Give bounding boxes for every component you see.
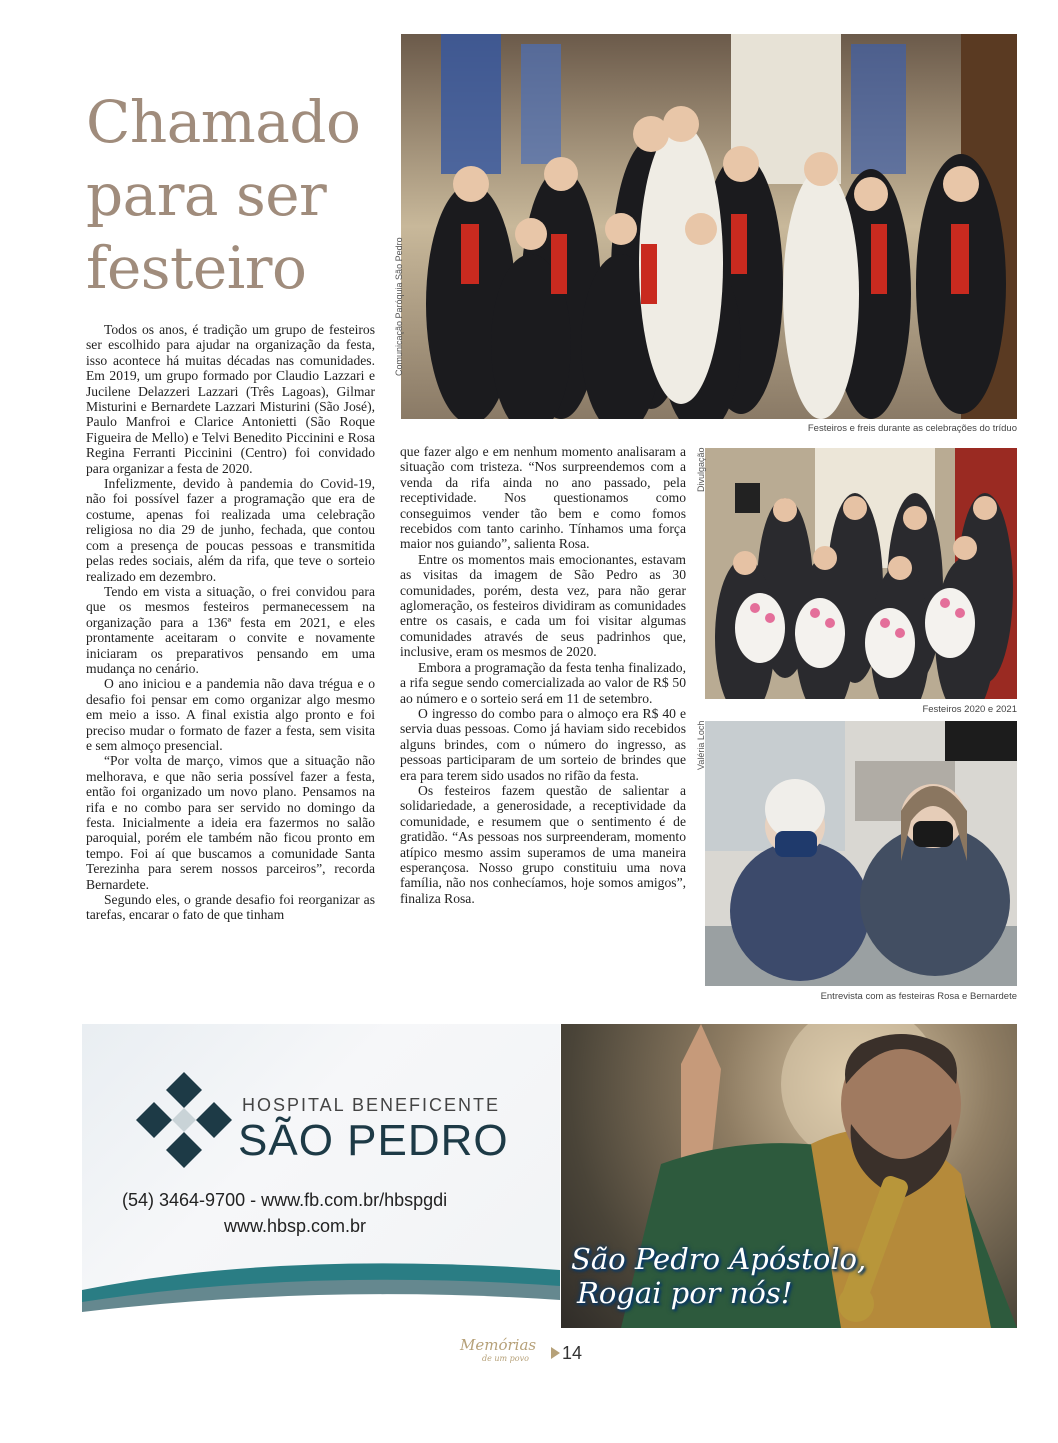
paragraph: Embora a programação da festa tenha finalizado, a rifa segue sendo comercializada ao valor de R$ 50 ao número e o sorteio será em 11 de setembro. bbox=[400, 659, 686, 706]
paragraph: Entre os momentos mais emocionantes, estavam as visitas da imagem de São Pedro as 30 comunidades, porém, desta vez, para não gerar aglomeração, os festeiros dividiram as comunidades entre os casais, e cada um foi visitar algumas comunidades através de seus padrinhos que, inclusive, eram os mesmos de 2020. bbox=[400, 551, 686, 660]
footer-brand-logo bbox=[460, 1336, 560, 1363]
third-photo bbox=[705, 721, 1017, 986]
article-column-2 bbox=[400, 444, 686, 906]
hospital-subtitle: HOSPITAL BENEFICENTE bbox=[242, 1095, 501, 1115]
photo-caption-main: Festeiros e freis durante as celebrações do tríduo bbox=[807, 423, 1017, 434]
hospital-name: SÃO PEDRO bbox=[238, 1116, 509, 1165]
photo-credit-second: Divulgação bbox=[696, 447, 706, 492]
paragraph: O ano iniciou e a pandemia não dava trégua e o desafio foi pensar em como organizar algo mesmo em meio a isso. A final existia algo pronto e foi preciso mudar o formato de fazer a festa, sem visita e sem almoço presencial. bbox=[86, 676, 375, 753]
photo-credit-third: Valéria Loch bbox=[696, 720, 706, 770]
title-line-1: Chamado bbox=[86, 88, 361, 156]
hospital-advertisement[interactable] bbox=[82, 1024, 560, 1328]
paragraph: Todos os anos, é tradição um grupo de festeiros ser escolhido para ajudar na organização da festa, isso acontece há muitas décadas nas comunidades. Em 2019, um grupo formado por Claudio Lazzari e Jucilene Delazzeri Lazzari (Três Lagoas), Gilmar Misturini e Bernardete Lazzari Misturini (São José), Paulo Manfroi e Clarice Antonietti (São Roque Figueira de Mello) e Telvi Benedito Piccinini e Rosa Regina Ferranti Piccinini (Centro) foi convidado para organizar a festa de 2020. bbox=[86, 322, 375, 476]
interview-illustration bbox=[705, 721, 1017, 986]
page-number: 14 bbox=[562, 1343, 583, 1363]
photo-caption-third: Entrevista com as festeiras Rosa e Bernardete bbox=[820, 991, 1017, 1002]
prayer-line-2: Rogai por nós! bbox=[577, 1276, 793, 1310]
decorative-wave bbox=[82, 1250, 560, 1328]
prayer-line-1: São Pedro Apóstolo, bbox=[571, 1242, 867, 1276]
hospital-website[interactable]: www.hbsp.com.br bbox=[224, 1216, 367, 1236]
hospital-contact[interactable]: (54) 3464-9700 - www.fb.com.br/hbspgdi bbox=[122, 1190, 448, 1210]
paragraph: Os festeiros fazem questão de salientar a solidariedade, a generosidade, a receptividade da comunidade, e resumem que o sentimento é de gratidão. “As pessoas nos surpreenderam, momento atípico mesmo assim superamos de uma maneira esperançosa. Nosso grupo constituiu uma nova família, não nos conhecíamos, hoje somos amigos”, finaliza Rosa. bbox=[400, 782, 686, 906]
paragraph: Tendo em vista a situação, o frei convidou para que os mesmos festeiros permanecessem na organização para a 136ª festa em 2021, e eles prontamente aceitaram o convite e novamente iniciaram os preparativos pensando em uma mudança no cenário. bbox=[86, 583, 375, 676]
article-title bbox=[86, 86, 386, 305]
title-line-3: festeiro bbox=[86, 234, 307, 302]
second-photo bbox=[705, 448, 1017, 699]
hospital-logo-icon bbox=[136, 1072, 232, 1168]
paragraph-continued: que fazer algo e em nenhum momento analisaram a situação com tristeza. “Nos surpreendemos com a venda da rifa ainda no ano passado, pela receptividade. Nos questionamos como conseguimos vender tão bem e como fomos recebidos com tanto carinho. Tínhamos uma força maior nos guiando”, salienta Rosa. bbox=[400, 444, 686, 552]
footer-brand: Memórias bbox=[460, 1336, 537, 1354]
title-line-2: para ser bbox=[86, 161, 327, 229]
group-in-church-illustration bbox=[401, 34, 1017, 419]
main-photo bbox=[401, 34, 1017, 419]
paragraph: “Por volta de março, vimos que a situação não melhorava, e que não seria possível fazer a festa, então foi organizado um novo plano. Pensamos na rifa e no combo para ser servido no domingo da festa. Inicialmente a ideia era fazermos no salão paroquial, porém ele também não ficou pronto em tempo. Foi aí que buscamos a comunidade Santa Terezinha para serem nossos parceiros”, recorda Bernardete. bbox=[86, 753, 375, 892]
festeiros-with-flowers-illustration bbox=[705, 448, 1017, 699]
paragraph: Infelizmente, devido à pandemia do Covid-19, não foi possível fazer a programação que era de costume, apenas foi realizada uma celebração religiosa no dia 29 de junho, fechada, que contou com a presença de poucas pessoas e transmitida pelas redes sociais, além da rifa, que teve o sorteio realizado em dezembro. bbox=[86, 476, 375, 584]
photo-caption-second: Festeiros 2020 e 2021 bbox=[922, 704, 1017, 715]
photo-credit-main: Comunicação Paróquia São Pedro bbox=[394, 237, 404, 376]
footer-arrow-icon bbox=[551, 1347, 560, 1359]
footer-brand-sub: de um povo bbox=[482, 1354, 529, 1363]
saint-peter-advertisement bbox=[561, 1024, 1017, 1328]
paragraph: O ingresso do combo para o almoço era R$ 40 e servia duas pessoas. Como já haviam sido recebidos alguns brindes, com o número do ingresso, as pessoas participaram de um sorteio de brindes que era para terem sido usados no rifão da festa. bbox=[400, 705, 686, 783]
paragraph: Segundo eles, o grande desafio foi reorganizar as tarefas, encarar o fato de que tinham bbox=[86, 892, 375, 923]
article-column-1 bbox=[86, 322, 375, 923]
